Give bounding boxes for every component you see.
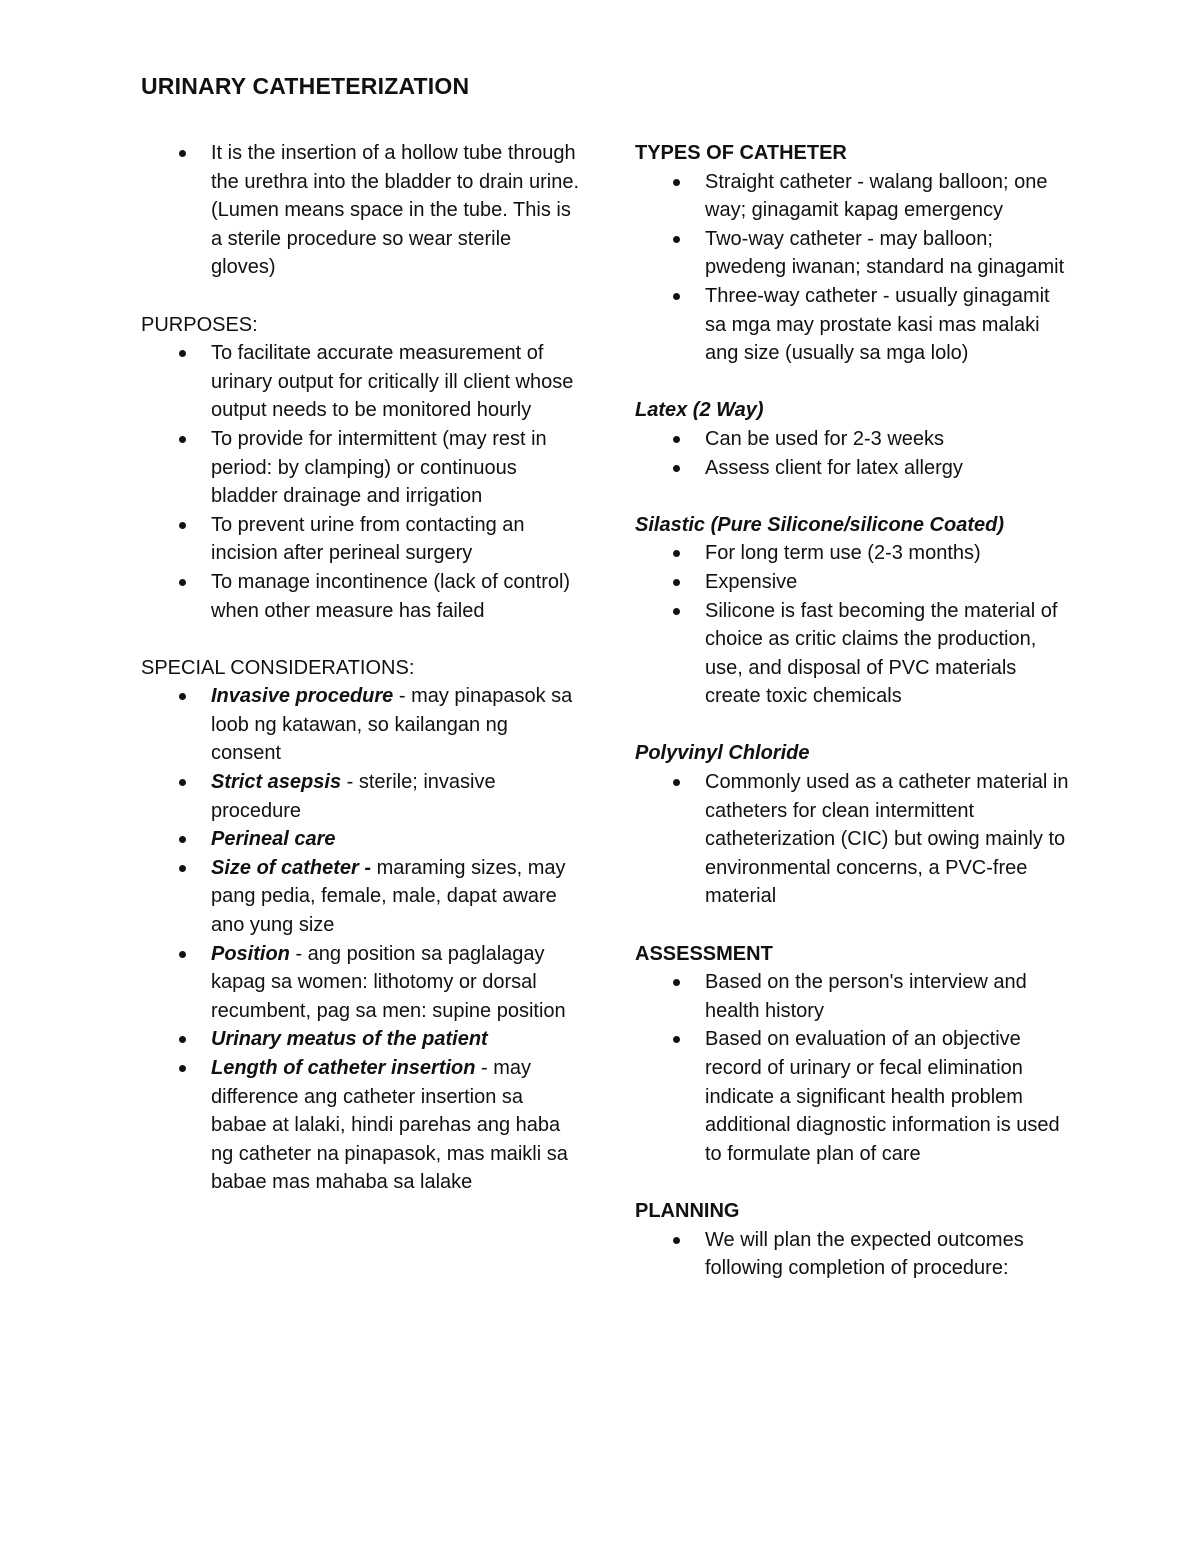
bullet-icon (179, 951, 186, 958)
document-title: URINARY CATHETERIZATION (141, 73, 470, 99)
list-item: Position - ang position sa paglalagay kapag sa women: lithotomy or dorsal recumbent, pag sa men: supine position (141, 940, 581, 1026)
list-item: To prevent urine from contacting an incision after perineal surgery (141, 511, 581, 568)
bullet-icon (673, 779, 680, 786)
assessment-section (635, 940, 1075, 1169)
special-considerations-section (141, 654, 581, 1197)
bullet-icon (673, 179, 680, 186)
term-label: Urinary meatus of the patient (211, 1028, 488, 1051)
list-item: Based on the person's interview and health history (635, 968, 1075, 1025)
list-item: Commonly used as a catheter material in catheters for clean intermittent catheterization (CIC) but owing mainly to environmental concerns, a PVC-free material (635, 768, 1075, 911)
purposes-section (141, 311, 581, 626)
bullet-icon (179, 150, 186, 157)
bullet-icon (673, 293, 680, 300)
bullet-icon (673, 436, 680, 443)
silastic-list (635, 539, 1075, 711)
latex-list (635, 425, 1075, 482)
purposes-list (141, 339, 581, 625)
bullet-icon (673, 1237, 680, 1244)
assessment-heading: ASSESSMENT (635, 942, 773, 965)
bullet-icon (179, 436, 186, 443)
list-item: To provide for intermittent (may rest in period: by clamping) or continuous bladder drainage and irrigation (141, 425, 581, 511)
purposes-heading: PURPOSES: (141, 313, 258, 336)
list-item: Assess client for latex allergy (635, 454, 1075, 483)
list-item: Three-way catheter - usually ginagamit sa mga may prostate kasi mas malaki ang size (usually sa mga lolo) (635, 282, 1075, 368)
list-item: Two-way catheter - may balloon; pwedeng iwanan; standard na ginagamit (635, 225, 1075, 282)
term-label: Invasive procedure (211, 685, 394, 708)
left-column (141, 139, 581, 1197)
planning-list (635, 1226, 1075, 1283)
pvc-heading: Polyvinyl Chloride (635, 742, 810, 765)
intro-section (141, 139, 581, 282)
right-column (635, 139, 1075, 1283)
silastic-section (635, 511, 1075, 711)
pvc-section (635, 739, 1075, 911)
list-item: To facilitate accurate measurement of urinary output for critically ill client whose output needs to be monitored hourly (141, 339, 581, 425)
list-item: To manage incontinence (lack of control) when other measure has failed (141, 568, 581, 625)
bullet-icon (673, 979, 680, 986)
bullet-icon (179, 522, 186, 529)
bullet-icon (179, 1036, 186, 1043)
bullet-icon (179, 1065, 186, 1072)
bullet-icon (179, 350, 186, 357)
bullet-icon (179, 836, 186, 843)
latex-heading: Latex (2 Way) (635, 399, 764, 422)
types-heading: TYPES OF CATHETER (635, 142, 847, 164)
term-label: Length of catheter insertion (211, 1057, 476, 1079)
list-item: For long term use (2-3 months) (635, 539, 1075, 568)
bullet-icon (673, 465, 680, 472)
term-label: Size of catheter - (211, 856, 372, 879)
list-item: Strict asepsis - sterile; invasive procedure (141, 768, 581, 825)
latex-section (635, 396, 1075, 482)
bullet-icon (179, 693, 186, 700)
bullet-icon (673, 236, 680, 243)
bullet-icon (673, 579, 680, 586)
planning-heading: PLANNING (635, 1199, 740, 1222)
bullet-icon (179, 579, 186, 586)
list-item (141, 1025, 581, 1054)
bullet-icon (673, 550, 680, 557)
list-item: Can be used for 2-3 weeks (635, 425, 1075, 454)
term-label: Strict asepsis (211, 771, 342, 794)
types-section (635, 139, 1075, 368)
bullet-icon (179, 779, 186, 786)
bullet-icon (673, 1036, 680, 1043)
term-label: Perineal care (211, 828, 336, 851)
term-label: Position (211, 942, 290, 965)
pvc-list (635, 768, 1075, 911)
planning-section (635, 1197, 1075, 1283)
list-item (141, 825, 581, 854)
list-item: Length of catheter insertion - may difference ang catheter insertion sa babae at lalaki, hindi parehas ang haba ng catheter na pinapasok, mas maikli sa babae mas mahaba sa lalake (141, 1054, 581, 1197)
list-item: Invasive procedure - may pinapasok sa loob ng katawan, so kailangan ng consent (141, 682, 581, 768)
bullet-icon (179, 865, 186, 872)
list-item: Straight catheter - walang balloon; one way; ginagamit kapag emergency (635, 168, 1075, 225)
special-considerations-heading: SPECIAL CONSIDERATIONS: (141, 656, 415, 679)
assessment-list (635, 968, 1075, 1168)
bullet-icon (673, 608, 680, 615)
silastic-heading: Silastic (Pure Silicone/silicone Coated) (635, 513, 1004, 536)
list-item: Based on evaluation of an objective record of urinary or fecal elimination indicate a significant health problem additional diagnostic information is used to formulate plan of care (635, 1025, 1075, 1168)
list-item: It is the insertion of a hollow tube through the urethra into the bladder to drain urine. (Lumen means space in the tube. This is a sterile procedure so wear sterile gloves) (141, 139, 581, 282)
intro-list (141, 139, 581, 282)
types-list (635, 168, 1075, 368)
list-item: Expensive (635, 568, 1075, 597)
list-item: Size of catheter - maraming sizes, may pang pedia, female, male, dapat aware ano yung size (141, 854, 581, 940)
special-considerations-list (141, 682, 581, 1197)
list-item: Silicone is fast becoming the material of choice as critic claims the production, use, and disposal of PVC materials create toxic chemicals (635, 597, 1075, 711)
list-item: We will plan the expected outcomes following completion of procedure: (635, 1226, 1075, 1283)
